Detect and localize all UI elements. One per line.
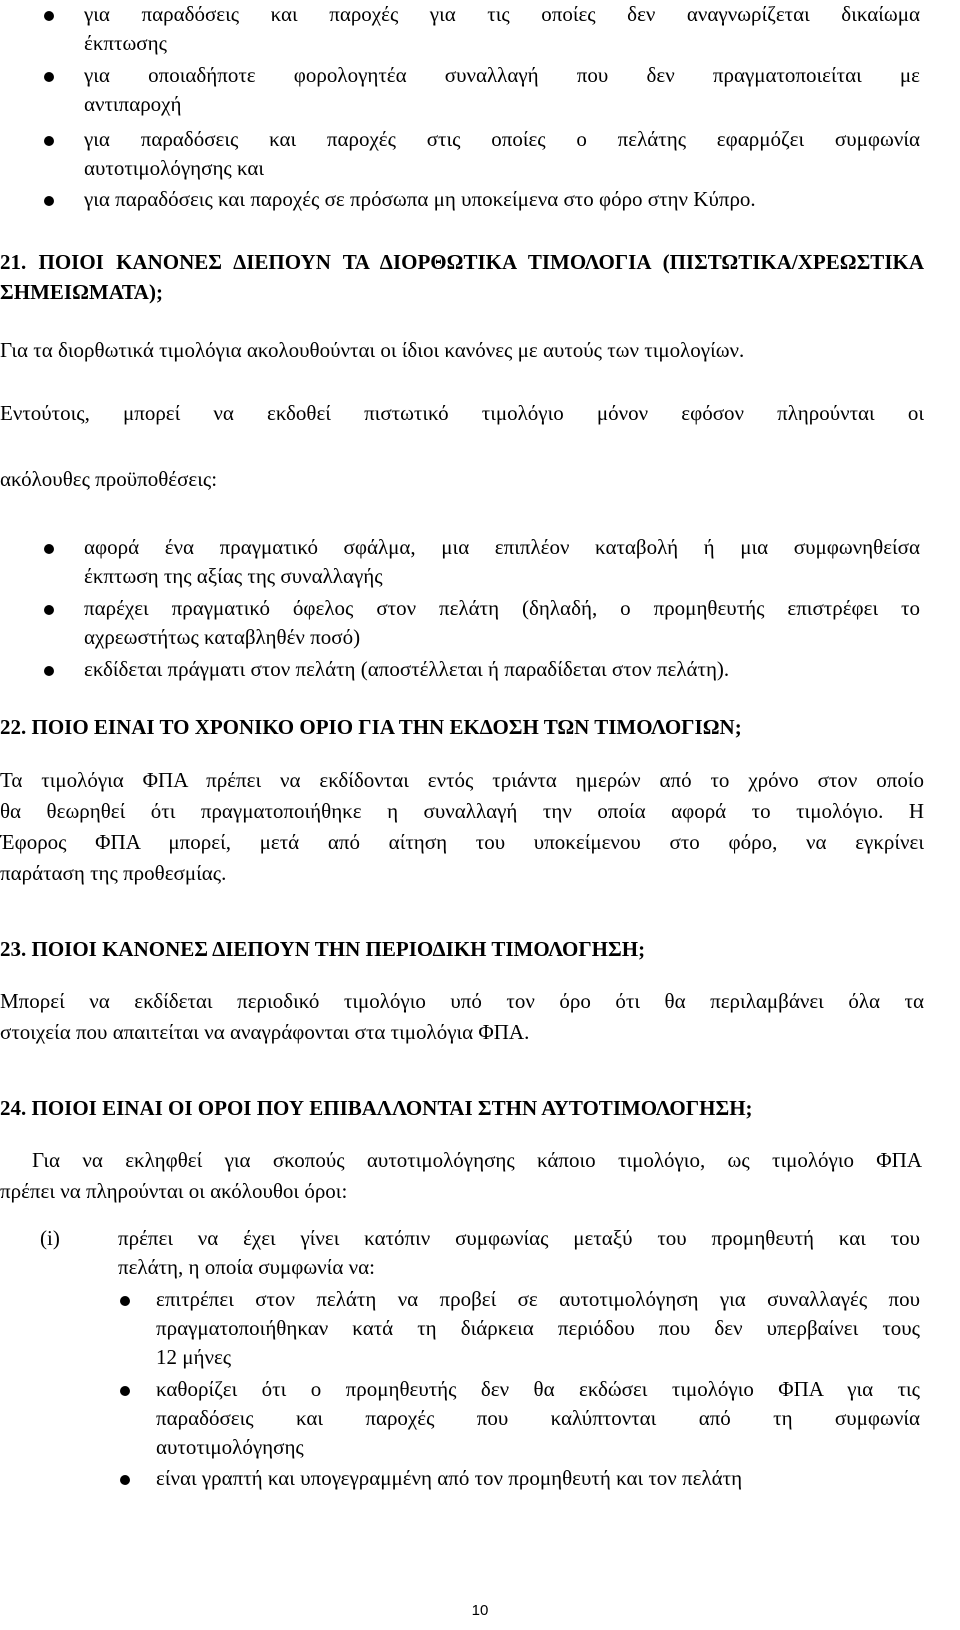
paragraph-line: Έφορος ΦΠΑ μπορεί, μετά από αίτηση του υποκείμενου στο φόρο, να εγκρίνει xyxy=(0,830,924,854)
section-heading-21: 21. ΠΟΙΟΙ ΚΑΝΟΝΕΣ ΔΙΕΠΟΥΝ ΤΑ ΔΙΟΡΘΩΤΙΚΑ ΤΙΜΟΛΟΓΙΑ (ΠΙΣΤΩΤΙΚΑ/ΧΡΕΩΣΤΙΚΑ xyxy=(0,250,924,274)
paragraph: Για τα διορθωτικά τιμολόγια ακολουθούνται οι ίδιοι κανόνες με αυτούς των τιμολογίων. xyxy=(0,338,745,362)
list-item-line: πελάτη, η οποία συμφωνία να: xyxy=(118,1255,375,1279)
list-item-line: αφορά ένα πραγματικό σφάλμα, μια επιπλέον καταβολή ή μια συμφωνηθείσα xyxy=(84,535,920,559)
list-item-line: πρέπει να έχει γίνει κατόπιν συμφωνίας μεταξύ του προμηθευτή και του xyxy=(118,1226,920,1250)
list-item-line: αντιπαροχή xyxy=(84,92,182,116)
paragraph-line: Εντούτοις, μπορεί να εκδοθεί πιστωτικό τιμολόγιο μόνον εφόσον πληρούνται οι xyxy=(0,401,924,425)
list-item-line: αυτοτιμολόγησης και xyxy=(84,156,265,180)
list-item-line: καθορίζει ότι ο προμηθευτής δεν θα εκδώσει τιμολόγιο ΦΠΑ για τις xyxy=(156,1377,920,1401)
paragraph-line: Μπορεί να εκδίδεται περιοδικό τιμολόγιο υπό τον όρο ότι θα περιλαμβάνει όλα τα xyxy=(0,989,924,1013)
section-heading-23: 23. ΠΟΙΟΙ ΚΑΝΟΝΕΣ ΔΙΕΠΟΥΝ ΤΗΝ ΠΕΡΙΟΔΙΚΗ ΤΙΜΟΛΟΓΗΣΗ; xyxy=(0,937,646,961)
list-marker: (i) xyxy=(40,1226,60,1250)
page-number: 10 xyxy=(471,1602,489,1619)
list-item-line: αχρεωστήτως καταβληθέν ποσό) xyxy=(84,625,361,649)
section-heading-24: 24. ΠΟΙΟΙ ΕΙΝΑΙ ΟΙ ΟΡΟΙ ΠΟΥ ΕΠΙΒΑΛΛΟΝΤΑΙ ΣΤΗΝ ΑΥΤΟΤΙΜΟΛΟΓΗΣΗ; xyxy=(0,1096,753,1120)
list-item-line: αυτοτιμολόγησης xyxy=(156,1435,304,1459)
bullet-icon xyxy=(120,1475,130,1485)
paragraph-line: παράταση της προθεσμίας. xyxy=(0,861,227,885)
paragraph-line: ακόλουθες προϋποθέσεις: xyxy=(0,467,218,491)
list-item-line: για παραδόσεις και παροχές σε πρόσωπα μη υποκείμενα στο φόρο στην Κύπρο. xyxy=(84,187,756,211)
list-item-line: έκπτωσης xyxy=(84,31,167,55)
list-item-line: για παραδόσεις και παροχές στις οποίες ο πελάτης εφαρμόζει συμφωνία xyxy=(84,127,920,151)
bullet-icon xyxy=(44,72,54,82)
paragraph-line: Για να εκληφθεί για σκοπούς αυτοτιμολόγησης κάποιο τιμολόγιο, ως τιμολόγιο ΦΠΑ xyxy=(32,1148,922,1172)
bullet-icon xyxy=(120,1386,130,1396)
paragraph-line: θα θεωρηθεί ότι πραγματοποιήθηκε η συναλλαγή την οποία αφορά το τιμολόγιο. Η xyxy=(0,799,924,823)
bullet-icon xyxy=(44,196,54,206)
section-heading-21-cont: ΣΗΜΕΙΩΜΑΤΑ); xyxy=(0,280,163,304)
list-item-line: εκδίδεται πράγματι στον πελάτη (αποστέλλεται ή παραδίδεται στον πελάτη). xyxy=(84,657,730,681)
list-item-line: για οποιαδήποτε φορολογητέα συναλλαγή που δεν πραγματοποιείται με xyxy=(84,63,920,87)
list-item-line: για παραδόσεις και παροχές για τις οποίες δεν αναγνωρίζεται δικαίωμα xyxy=(84,2,920,26)
paragraph-line: στοιχεία που απαιτείται να αναγράφονται στα τιμολόγια ΦΠΑ. xyxy=(0,1020,530,1044)
list-item-line: έκπτωση της αξίας της συναλλαγής xyxy=(84,564,383,588)
list-item-line: επιτρέπει στον πελάτη να προβεί σε αυτοτιμολόγηση για συναλλαγές που xyxy=(156,1287,920,1311)
bullet-icon xyxy=(44,605,54,615)
bullet-icon xyxy=(44,666,54,676)
list-item-line: 12 μήνες xyxy=(156,1345,232,1369)
list-item-line: παρέχει πραγματικό όφελος στον πελάτη (δηλαδή, ο προμηθευτής επιστρέφει το xyxy=(84,596,920,620)
paragraph-line: Τα τιμολόγια ΦΠΑ πρέπει να εκδίδονται εντός τριάντα ημερών από το χρόνο στον οποίο xyxy=(0,768,924,792)
list-item-line: είναι γραπτή και υπογεγραμμένη από τον προμηθευτή και τον πελάτη xyxy=(156,1466,743,1490)
list-item-line: παραδόσεις και παροχές που καλύπτονται από τη συμφωνία xyxy=(156,1406,920,1430)
paragraph-line: πρέπει να πληρούνται οι ακόλουθοι όροι: xyxy=(0,1179,348,1203)
bullet-icon xyxy=(44,544,54,554)
bullet-icon xyxy=(120,1296,130,1306)
bullet-icon xyxy=(44,11,54,21)
list-item-line: πραγματοποιήθηκαν κατά τη διάρκεια περιόδου που δεν υπερβαίνει τους xyxy=(156,1316,920,1340)
section-heading-22: 22. ΠΟΙΟ ΕΙΝΑΙ ΤΟ ΧΡΟΝΙΚΟ ΟΡΙΟ ΓΙΑ ΤΗΝ ΕΚΔΟΣΗ ΤΩΝ ΤΙΜΟΛΟΓΙΩΝ; xyxy=(0,715,742,739)
bullet-icon xyxy=(44,136,54,146)
